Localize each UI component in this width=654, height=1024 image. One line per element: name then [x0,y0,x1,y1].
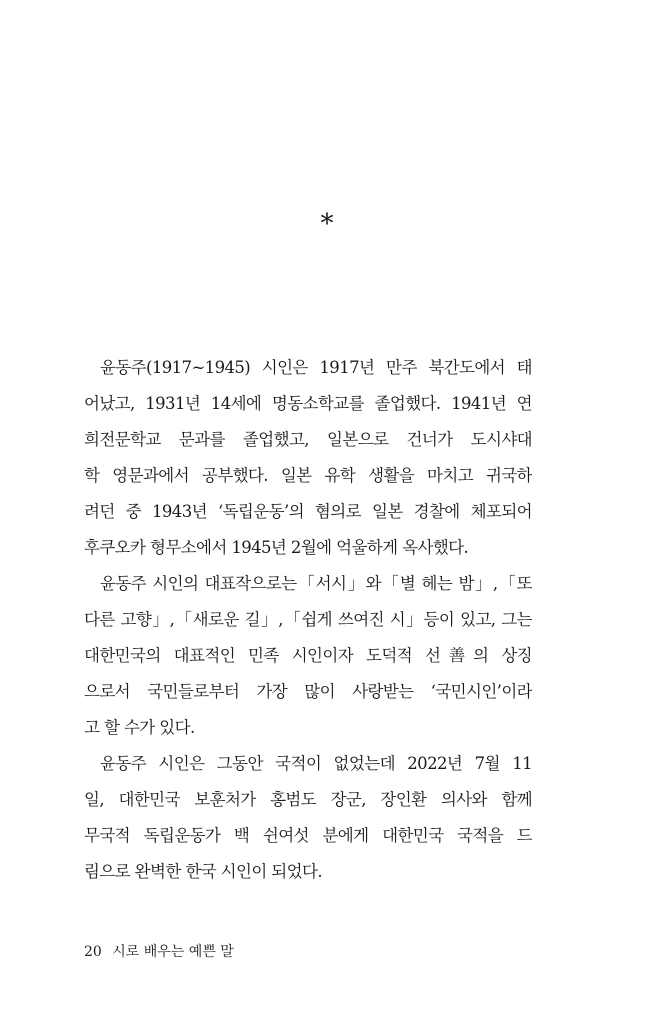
text-line: 어났고, 1931년 14세에 명동소학교를 졸업했다. 1941년 연 [84,394,532,413]
text-line: 다른 고향」,「새로운 길」,「쉽게 쓰여진 시」등이 있고, 그는 [84,610,532,629]
paragraph-1 [84,350,532,566]
text-line: 일, 대한민국 보훈처가 홍범도 장군, 장인환 의사와 함께 [84,790,532,809]
section-ornament: * [320,209,334,239]
text-line: 윤동주(1917~1945) 시인은 1917년 만주 북간도에서 태 [100,358,532,377]
text-line: 희전문학교 문과를 졸업했고, 일본으로 건너가 도시샤대 [84,430,532,449]
text-line: 고 할 수가 있다. [84,718,195,737]
text-line: 무국적 독립운동가 백 쉰여섯 분에게 대한민국 국적을 드 [84,826,532,845]
page-number: 20 [84,944,102,960]
text-line: 학 영문과에서 공부했다. 일본 유학 생활을 마치고 귀국하 [84,466,532,485]
text-line: 림으로 완벽한 한국 시인이 되었다. [84,862,322,881]
paragraph-3 [84,746,532,890]
page-footer [84,940,234,964]
text-line: 후쿠오카 형무소에서 1945년 2월에 억울하게 옥사했다. [84,538,469,557]
text-line: 으로서 국민들로부터 가장 많이 사랑받는 ‘국민시인’이라 [84,682,532,701]
paragraph-2 [84,566,532,746]
text-line: 려던 중 1943년 ‘독립운동’의 혐의로 일본 경찰에 체포되어 [84,502,532,521]
text-line: 윤동주 시인은 그동안 국적이 없었는데 2022년 7월 11 [100,754,532,773]
body-text [84,350,532,890]
book-title: 시로 배우는 예쁜 말 [112,944,234,960]
text-line: 대한민국의 대표적인 민족 시인이자 도덕적 선善의 상징 [84,646,532,665]
text-line: 윤동주 시인의 대표작으로는「서시」와「별 헤는 밤」,「또 [100,574,532,593]
